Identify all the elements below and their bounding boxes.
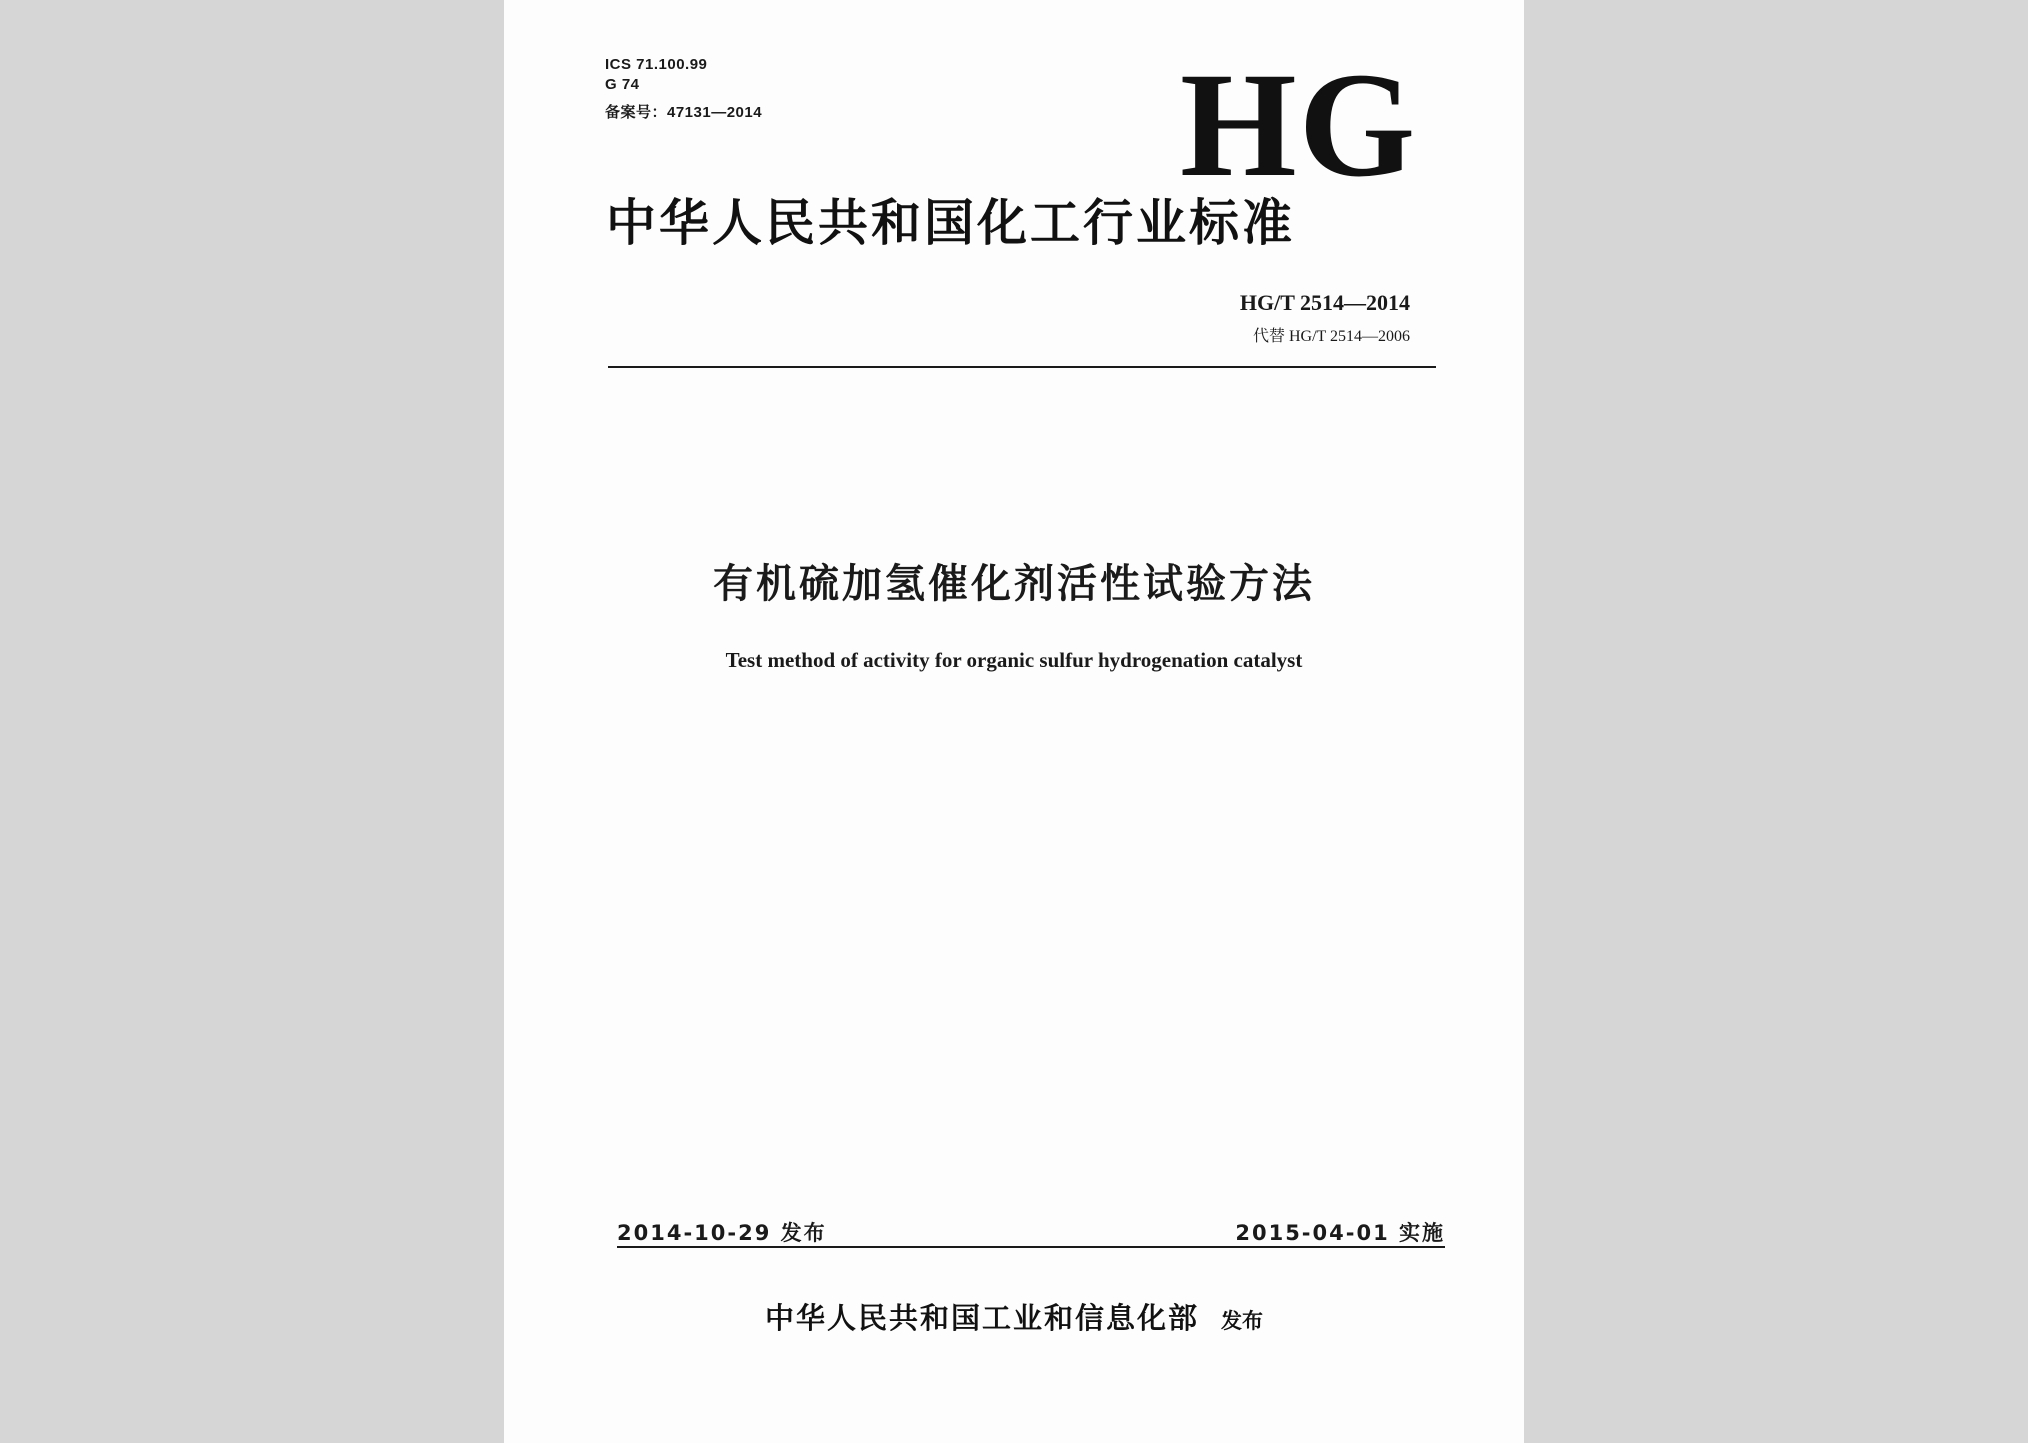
header-divider (608, 366, 1436, 368)
ccs-code: G 74 (605, 76, 640, 93)
publisher-line (0, 1296, 2028, 1337)
publisher-org: 中华人民共和国工业和信息化部 (764, 1301, 1199, 1335)
document-title-cn: 有机硫加氢催化剂活性试验方法 (713, 561, 1315, 607)
issue-date: 2014-10-29 发布 (617, 1221, 827, 1245)
hg-logo: HG (1180, 42, 1418, 208)
implementation-date: 2015-04-01 实施 (1235, 1221, 1445, 1245)
record-number: 备案号：47131—2014 (605, 104, 763, 121)
publish-label: 发布 (1221, 1309, 1263, 1333)
standard-name: 中华人民共和国化工行业标准 (606, 194, 1295, 252)
footer-divider (617, 1246, 1445, 1248)
ics-code: ICS 71.100.99 (605, 56, 708, 73)
replaced-standard: 代替 HG/T 2514—2006 (1252, 328, 1410, 345)
standard-number: HG/T 2514—2014 (1239, 290, 1410, 315)
document-title-en: Test method of activity for organic sulfur hydrogenation catalyst (725, 648, 1303, 672)
